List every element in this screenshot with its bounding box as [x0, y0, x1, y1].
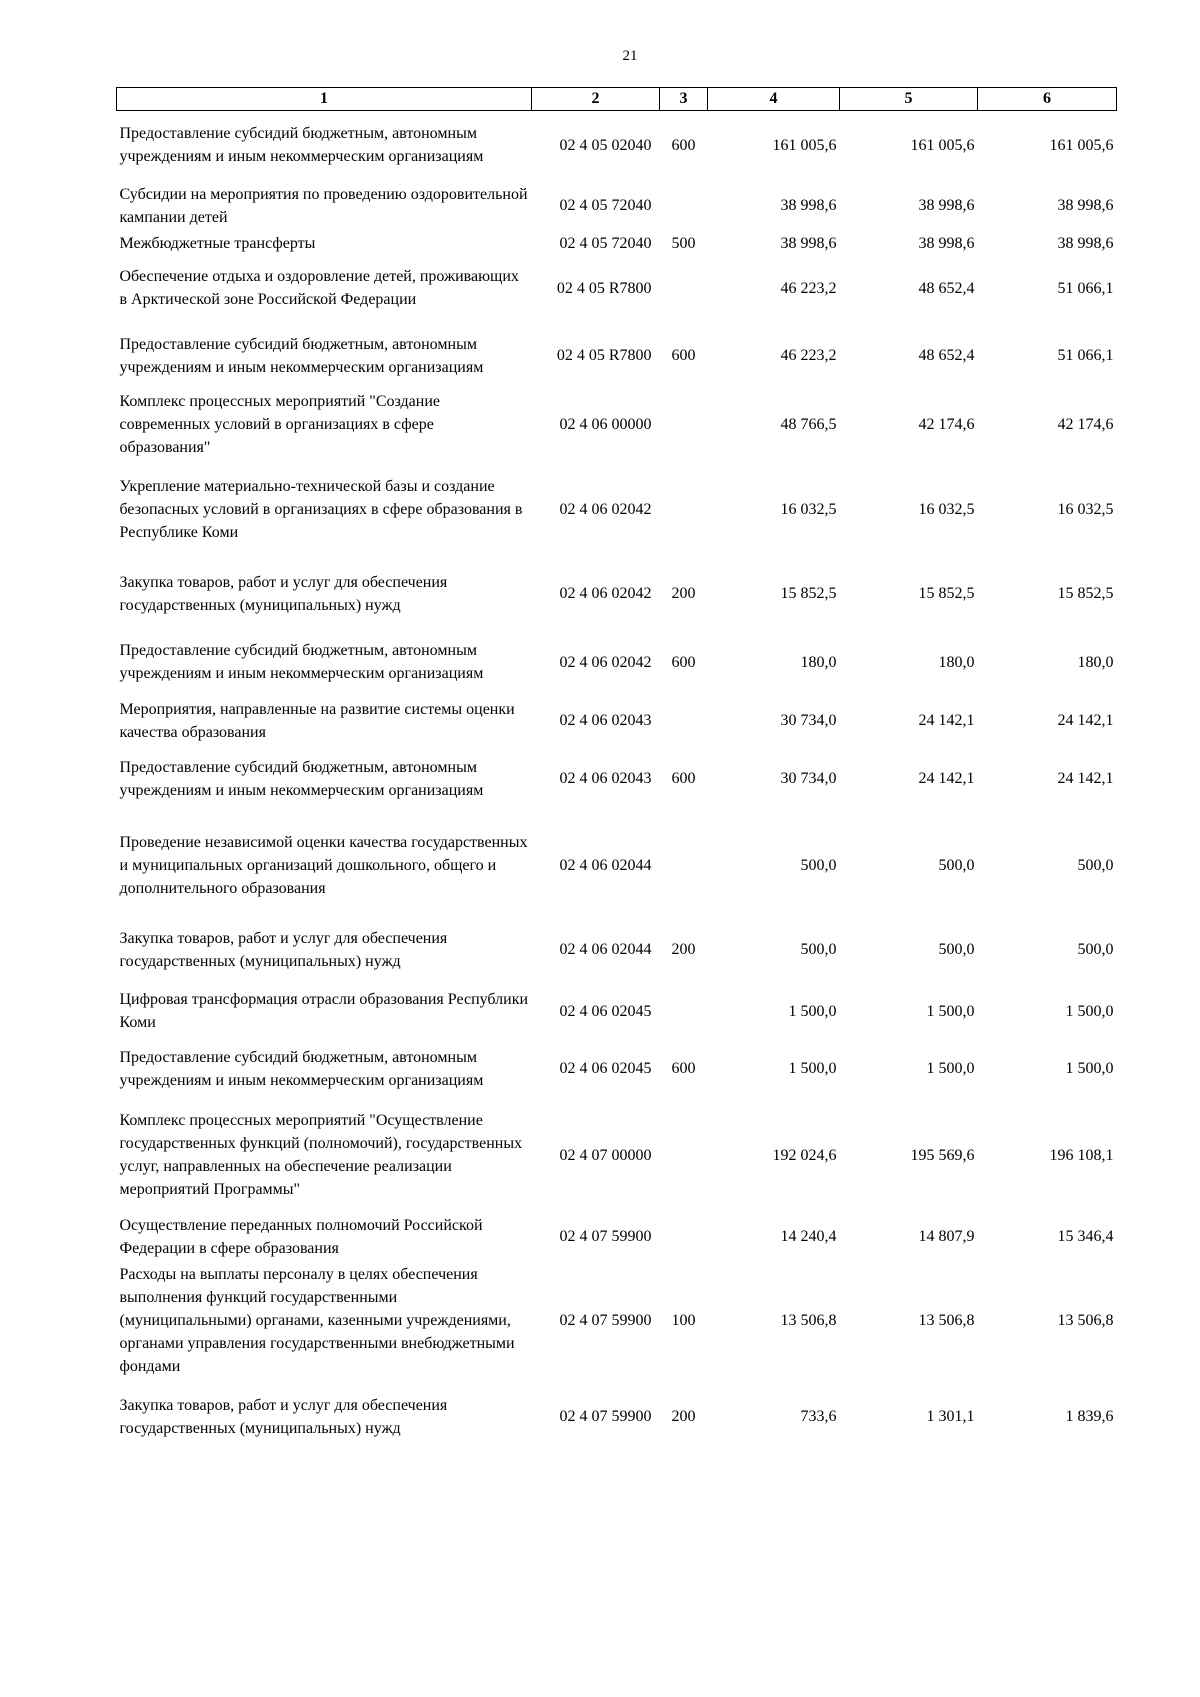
header-col-6: 6 — [978, 88, 1117, 111]
table-row — [117, 698, 1117, 744]
row-value-col4: 180,0 — [800, 653, 837, 671]
row-name: Межбюджетные трансферты — [119, 234, 316, 252]
row-code: 02 4 06 02044 — [559, 941, 652, 958]
row-name: Расходы на выплаты персоналу в целях обеспечения выполнения функций государственными (муниципальными) органами, казенными учреждениями, органами управления государственными внебюджетными фондами — [119, 1266, 515, 1375]
row-code: 02 4 06 02043 — [559, 712, 652, 729]
row-expense-type: 100 — [671, 1312, 696, 1329]
row-name: Предоставление субсидий бюджетным, автономным учреждениям и иным некоммерческим организациям — [119, 642, 484, 682]
table-body — [117, 111, 1117, 1453]
row-value-col6: 51 066,1 — [1057, 279, 1114, 297]
row-expense-type: 600 — [671, 347, 696, 364]
row-expense-type — [660, 814, 708, 917]
row-expense-type: 200 — [671, 585, 696, 602]
row-code: 02 4 06 02042 — [559, 653, 652, 671]
table-row — [117, 1261, 1117, 1381]
row-value-col5: 15 852,5 — [918, 585, 975, 602]
row-value-col4: 1 500,0 — [788, 1002, 837, 1020]
table-row — [117, 814, 1117, 917]
table-row — [117, 1040, 1117, 1098]
row-value-col5: 14 807,9 — [918, 1228, 975, 1245]
row-name: Закупка товаров, работ и услуг для обеспечения государственных (муниципальных) нужд — [119, 929, 448, 970]
row-value-col5: 42 174,6 — [918, 415, 975, 433]
row-value-col4: 192 024,6 — [772, 1146, 837, 1164]
row-expense-type — [660, 255, 708, 322]
row-code: 02 4 06 02042 — [559, 501, 652, 518]
table-row — [117, 180, 1117, 232]
row-value-col4: 38 998,6 — [780, 197, 837, 214]
header-col-1: 1 — [117, 88, 532, 111]
row-value-col4: 30 734,0 — [780, 712, 837, 729]
table-row — [117, 561, 1117, 627]
row-value-col6: 13 506,8 — [1057, 1312, 1114, 1329]
row-name: Предоставление субсидий бюджетным, автономным учреждениям и иным некоммерческим организациям — [119, 125, 484, 166]
row-expense-type: 600 — [671, 653, 696, 671]
row-code: 02 4 06 02045 — [559, 1060, 652, 1077]
header-col-5: 5 — [840, 88, 978, 111]
row-expense-type — [660, 983, 708, 1040]
row-code: 02 4 05 02040 — [559, 136, 652, 154]
row-name: Цифровая трансформация отрасли образования Республики Коми — [119, 991, 529, 1031]
page-number: 21 — [622, 48, 638, 64]
row-value-col4: 46 223,2 — [780, 279, 837, 297]
row-value-col5: 161 005,6 — [910, 136, 975, 154]
row-value-col4: 15 852,5 — [780, 585, 837, 602]
row-value-col6: 24 142,1 — [1057, 712, 1114, 729]
row-code: 02 4 06 02044 — [559, 856, 652, 874]
row-name: Предоставление субсидий бюджетным, автономным учреждениям и иным некоммерческим организациям — [119, 758, 484, 799]
header-col-3: 3 — [660, 88, 708, 111]
row-value-col5: 13 506,8 — [918, 1312, 975, 1329]
row-expense-type: 200 — [671, 1408, 696, 1425]
table-row — [117, 459, 1117, 561]
row-value-col6: 1 839,6 — [1065, 1408, 1114, 1425]
row-expense-type — [660, 698, 708, 744]
row-code: 02 4 06 02045 — [559, 1002, 652, 1020]
table-row — [117, 1213, 1117, 1261]
row-value-col4: 500,0 — [800, 856, 837, 874]
table-row — [117, 390, 1117, 459]
row-value-col4: 46 223,2 — [780, 347, 837, 364]
table-row — [117, 1098, 1117, 1213]
row-code: 02 4 05 72040 — [559, 234, 652, 252]
row-value-col4: 161 005,6 — [772, 136, 837, 154]
table-row — [117, 744, 1117, 814]
row-code: 02 4 05 R7800 — [556, 347, 652, 364]
row-value-col6: 1 500,0 — [1065, 1002, 1114, 1020]
row-expense-type — [660, 459, 708, 561]
row-name: Мероприятия, направленные на развитие системы оценки качества образования — [119, 700, 515, 741]
row-value-col6: 1 500,0 — [1065, 1060, 1114, 1077]
row-expense-type: 500 — [671, 234, 696, 252]
row-expense-type: 600 — [671, 770, 696, 787]
row-value-col6: 16 032,5 — [1057, 501, 1114, 518]
row-value-col5: 1 301,1 — [926, 1408, 975, 1425]
row-name: Закупка товаров, работ и услуг для обеспечения государственных (муниципальных) нужд — [119, 1396, 448, 1437]
row-value-col4: 16 032,5 — [780, 501, 837, 518]
table-row — [117, 1381, 1117, 1453]
row-code: 02 4 07 59900 — [559, 1228, 652, 1245]
row-expense-type — [660, 1098, 708, 1213]
row-name: Комплекс процессных мероприятий "Осуществление государственных функций (полномочий), государственных услуг, направленных на обеспечение реализации мероприятий Программы" — [119, 1112, 523, 1198]
row-value-col5: 180,0 — [938, 653, 975, 671]
row-name: Субсидии на мероприятия по проведению оздоровительной кампании детей — [119, 185, 528, 226]
row-name: Укрепление материально-технической базы и создание безопасных условий в организациях в сфере образования в Республике Коми — [119, 478, 523, 541]
row-value-col6: 500,0 — [1077, 941, 1114, 958]
row-value-col6: 15 852,5 — [1057, 585, 1114, 602]
table-header — [117, 88, 1117, 111]
row-value-col4: 1 500,0 — [788, 1060, 837, 1077]
table-row — [117, 917, 1117, 983]
row-value-col4: 38 998,6 — [780, 234, 837, 252]
header-col-2: 2 — [532, 88, 660, 111]
row-value-col6: 15 346,4 — [1057, 1228, 1114, 1245]
row-expense-type: 600 — [671, 1060, 696, 1077]
row-code: 02 4 07 59900 — [559, 1312, 652, 1329]
row-code: 02 4 07 59900 — [559, 1408, 652, 1425]
row-value-col4: 500,0 — [800, 941, 837, 958]
row-value-col6: 180,0 — [1077, 653, 1114, 671]
row-value-col5: 500,0 — [938, 856, 975, 874]
header-col-4: 4 — [708, 88, 840, 111]
row-value-col5: 1 500,0 — [926, 1002, 975, 1020]
table-row — [117, 232, 1117, 255]
table-row — [117, 627, 1117, 698]
row-value-col4: 13 506,8 — [780, 1312, 837, 1329]
row-name: Проведение независимой оценки качества государственных и муниципальных организаций дошкольного, общего и дополнительного образования — [119, 833, 528, 897]
table-row — [117, 111, 1117, 180]
row-value-col5: 195 569,6 — [910, 1146, 975, 1164]
row-expense-type — [660, 180, 708, 232]
row-value-col5: 24 142,1 — [918, 770, 975, 787]
row-value-col6: 42 174,6 — [1057, 415, 1114, 433]
row-value-col5: 24 142,1 — [918, 712, 975, 729]
row-value-col6: 38 998,6 — [1057, 197, 1114, 214]
row-name: Обеспечение отдыха и оздоровление детей, проживающих в Арктической зоне Российской Федерации — [119, 268, 519, 308]
row-value-col5: 16 032,5 — [918, 501, 975, 518]
row-value-col5: 38 998,6 — [918, 234, 975, 252]
row-code: 02 4 07 00000 — [559, 1146, 652, 1164]
row-value-col5: 500,0 — [938, 941, 975, 958]
row-value-col4: 733,6 — [800, 1408, 837, 1425]
row-value-col6: 196 108,1 — [1049, 1146, 1114, 1164]
row-name: Комплекс процессных мероприятий "Создание современных условий в организациях в сфере образования" — [119, 392, 440, 456]
row-code: 02 4 06 02043 — [559, 770, 652, 787]
row-value-col6: 38 998,6 — [1057, 234, 1114, 252]
row-value-col4: 30 734,0 — [780, 770, 837, 787]
row-value-col6: 161 005,6 — [1049, 136, 1114, 154]
row-value-col6: 500,0 — [1077, 856, 1114, 874]
row-code: 02 4 05 72040 — [559, 197, 652, 214]
row-code: 02 4 06 02042 — [559, 585, 652, 602]
row-code: 02 4 06 00000 — [559, 415, 652, 433]
row-name: Предоставление субсидий бюджетным, автономным учреждениям и иным некоммерческим организациям — [119, 1048, 484, 1089]
row-expense-type — [660, 390, 708, 459]
row-name: Закупка товаров, работ и услуг для обеспечения государственных (муниципальных) нужд — [119, 573, 448, 614]
table-row — [117, 983, 1117, 1040]
row-expense-type: 200 — [671, 941, 696, 958]
row-name: Осуществление переданных полномочий Российской Федерации в сфере образования — [119, 1216, 483, 1257]
row-name: Предоставление субсидий бюджетным, автономным учреждениям и иным некоммерческим организациям — [119, 335, 484, 376]
row-value-col5: 48 652,4 — [918, 279, 975, 297]
row-value-col5: 48 652,4 — [918, 347, 975, 364]
row-value-col6: 51 066,1 — [1057, 347, 1114, 364]
budget-table — [116, 87, 1117, 1453]
row-value-col5: 1 500,0 — [926, 1060, 975, 1077]
row-value-col4: 14 240,4 — [780, 1228, 837, 1245]
row-value-col4: 48 766,5 — [780, 415, 837, 433]
row-expense-type — [660, 1213, 708, 1261]
row-value-col6: 24 142,1 — [1057, 770, 1114, 787]
row-expense-type: 600 — [671, 136, 696, 154]
table-row — [117, 255, 1117, 322]
row-value-col5: 38 998,6 — [918, 197, 975, 214]
table-row — [117, 322, 1117, 390]
row-code: 02 4 05 R7800 — [556, 279, 652, 297]
